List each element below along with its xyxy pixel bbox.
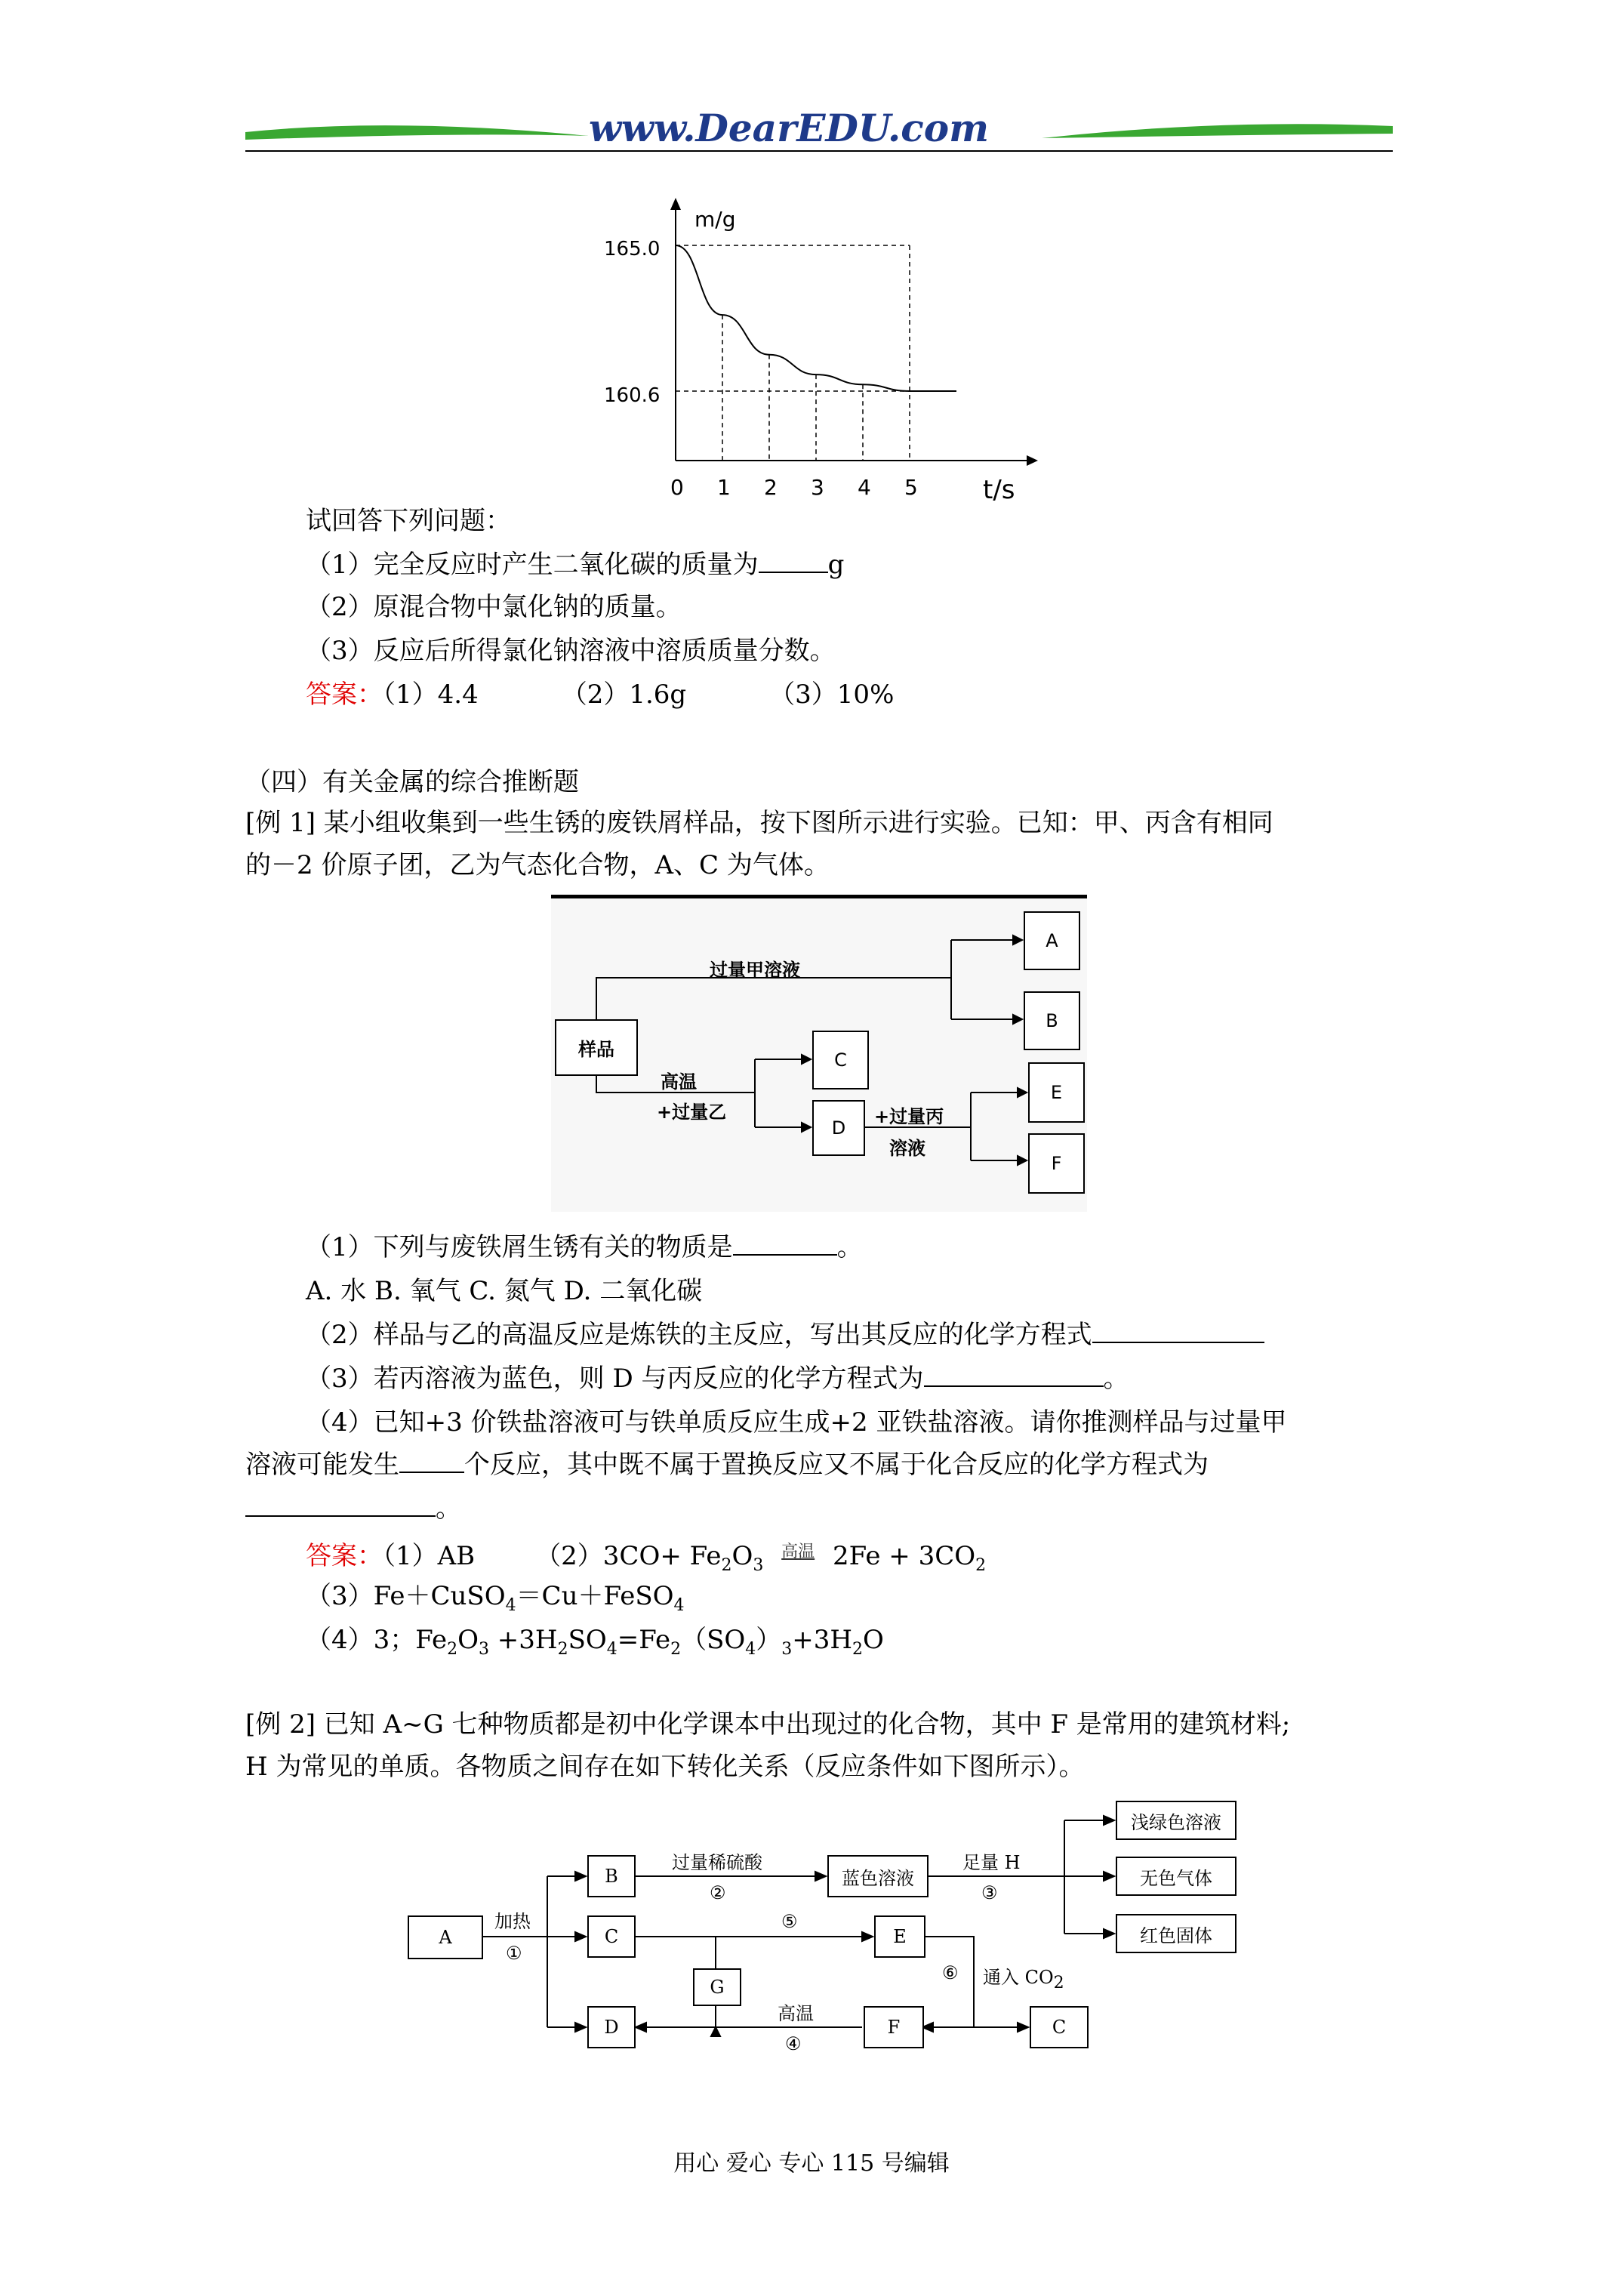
- mass-time-graph: [589, 189, 1042, 506]
- subscript: 2: [447, 1639, 458, 1659]
- ex1-q1-text: （1）下列与废铁屑生锈有关的物质是: [306, 1232, 733, 1262]
- subscript: 4: [745, 1639, 756, 1659]
- box-C: C: [812, 1031, 869, 1089]
- box-D: D: [812, 1100, 865, 1156]
- ex1-answer-3a: （3）Fe＋CuSO: [306, 1581, 506, 1611]
- answer-label: 答案：: [306, 680, 383, 710]
- label-step5: ⑤: [781, 1911, 798, 1932]
- mass-curve: [676, 245, 956, 391]
- ex1-q2-text: （2）样品与乙的高温反应是炼铁的主反应，写出其反应的化学方程式: [306, 1320, 1092, 1350]
- x-tick-label: 2: [764, 475, 778, 500]
- ex1-answer-line1: 答案：（1）AB $(2)3CO+ Fe_2O_3$ 高温 $2Fe + 3CO_2$: [306, 1536, 986, 1583]
- ex1-answer-4c: +3H: [489, 1625, 558, 1655]
- ex1-answer-4a: （4）3；Fe: [306, 1625, 448, 1655]
- ex1-q4-line3: [245, 1492, 461, 1525]
- box-E: E: [1028, 1062, 1085, 1123]
- box-G: G: [693, 1968, 741, 2006]
- ex1-answer-4b: O: [457, 1625, 479, 1655]
- right-leaf-decoration: [1042, 124, 1393, 138]
- ex1-options: A. 水 B. 氧气 C. 氮气 D. 二氧化碳: [306, 1276, 703, 1306]
- q1-item-1-text: （1）完全反应时产生二氧化碳的质量为: [306, 550, 759, 580]
- q1-unit: g: [827, 550, 845, 580]
- subscript: 4: [606, 1639, 617, 1659]
- ex1-answer-4h: +3H: [792, 1625, 853, 1655]
- example1-line2: 的－2 价原子团，乙为气态化合物，A、C 为气体。: [245, 850, 830, 880]
- label-co2: [983, 1962, 1064, 1992]
- label-reagent3b: 溶液: [889, 1138, 925, 1159]
- q1-item-2: （2）原混合物中氯化钠的质量。: [306, 592, 682, 622]
- x-tick-label: 3: [811, 475, 824, 500]
- subscript: 2: [975, 1555, 987, 1575]
- ex1-q4-end: 。: [436, 1493, 461, 1524]
- label-step1: ①: [506, 1943, 522, 1964]
- subscript: 2: [852, 1639, 864, 1659]
- label-enough-h: 足量 H: [962, 1852, 1021, 1873]
- subscript: 2: [557, 1639, 568, 1659]
- box-colorless-gas: 无色气体: [1116, 1857, 1236, 1896]
- box-green-solution: 浅绿色溶液: [1116, 1801, 1236, 1840]
- q1-item-1: [306, 548, 844, 581]
- label-high-temp: 高温: [661, 1071, 697, 1093]
- answer-label: 答案：: [306, 1541, 383, 1571]
- x-tick-label: 5: [904, 475, 918, 500]
- answer-blank: [245, 1493, 436, 1517]
- subscript: 3: [781, 1639, 793, 1659]
- box-E: E: [874, 1915, 925, 1958]
- box-red-solid: 红色固体: [1116, 1914, 1236, 1953]
- y-axis-arrow: [670, 198, 681, 210]
- subscript: 3: [479, 1639, 489, 1659]
- site-logo-text: www.DearEDU.com: [589, 106, 990, 150]
- box-C-second: C: [1030, 2006, 1089, 2048]
- answer-2: （2）1.6g: [561, 680, 687, 710]
- ex1-q4-text-b: 个反应，其中既不属于置换反应又不属于化合反应的化学方程式为: [464, 1450, 1209, 1480]
- box-A: A: [408, 1915, 483, 1959]
- subscript: 2: [721, 1555, 732, 1575]
- y-axis-label: m/g: [694, 207, 736, 232]
- ex1-q3-end: 。: [1103, 1364, 1129, 1394]
- box-F: F: [864, 2006, 924, 2048]
- label-step3: ③: [981, 1882, 998, 1903]
- ex1-answer-2-post: 2Fe + 3CO: [832, 1541, 976, 1571]
- condition-high-temp: 高温: [781, 1542, 815, 1561]
- ex1-q3: [306, 1362, 1129, 1395]
- subscript: 3: [753, 1555, 764, 1575]
- ex1-q4-text-a: 溶液可能发生: [245, 1450, 399, 1480]
- ex1-answer-4d: SO: [568, 1625, 607, 1655]
- ex1-answer-4e: =Fe: [617, 1625, 671, 1655]
- x-tick-label: 4: [858, 475, 871, 500]
- label-heat: 加热: [494, 1911, 531, 1932]
- x-tick-label: 1: [717, 475, 731, 500]
- box-B: B: [1024, 991, 1080, 1050]
- x-tick-label: 0: [670, 475, 684, 500]
- ex1-answer-line2: [306, 1579, 685, 1623]
- example1-line1: [例 1] 某小组收集到一些生锈的废铁屑样品，按下图所示进行实验。已知：甲、丙含有相同: [245, 808, 1273, 838]
- label-reagent1: 过量甲溶液: [710, 960, 800, 981]
- label-step6: ⑥: [942, 1962, 959, 1983]
- q1-item-3: （3）反应后所得氯化钠溶液中溶质质量分数。: [306, 636, 836, 666]
- answer-blank: [924, 1363, 1104, 1387]
- box-A: A: [1024, 911, 1080, 970]
- subscript: 4: [673, 1595, 685, 1615]
- ex1-answer-3b: ＝Cu＋FeSO: [516, 1581, 674, 1611]
- ex1-q2: [306, 1318, 1264, 1351]
- box-blue-solution: 蓝色溶液: [827, 1855, 929, 1897]
- box-D: D: [587, 2006, 636, 2048]
- answer-blank: [399, 1449, 464, 1473]
- diagram1: [551, 895, 1087, 1212]
- box-F: F: [1028, 1133, 1085, 1194]
- label-acid: 过量稀硫酸: [672, 1852, 762, 1873]
- box-C: C: [587, 1915, 636, 1958]
- ex1-answer-2-pre: （2）3CO+ Fe: [535, 1541, 722, 1571]
- ex1-answer-4i: O: [863, 1625, 884, 1655]
- ex1-answer-line3: [306, 1623, 884, 1666]
- ex1-q4-line1: （4）已知+3 价铁盐溶液可与铁单质反应生成+2 亚铁盐溶液。请你推测样品与过量甲: [306, 1407, 1287, 1438]
- y-tick-165: 165.0: [604, 238, 661, 260]
- answer-blank: [733, 1231, 837, 1256]
- left-leaf-decoration: [245, 125, 589, 140]
- y-tick-160: 160.6: [604, 384, 661, 407]
- answer-1: （1）4.4: [383, 680, 479, 710]
- subscript: 4: [505, 1595, 516, 1615]
- answer-blank: [1092, 1319, 1264, 1343]
- ex1-answer-4f: （SO: [681, 1625, 746, 1655]
- x-axis-arrow: [1027, 455, 1038, 466]
- example2-line2: H 为常见的单质。各物质之间存在如下转化关系（反应条件如下图所示）。: [245, 1752, 1085, 1782]
- diagram2: [400, 1801, 1276, 2065]
- box-B: B: [587, 1855, 636, 1897]
- ex1-q3-text: （3）若丙溶液为蓝色，则 D 与丙反应的化学方程式为: [306, 1364, 924, 1394]
- page-footer: 用心 爱心 专心 115 号编辑: [673, 2150, 950, 2177]
- label-step4: ④: [785, 2033, 802, 2054]
- q1-answer: [306, 678, 894, 711]
- ex1-q1-end: 。: [836, 1232, 863, 1262]
- example2-line1: [例 2] 已知 A~G 七种物质都是初中化学课本中出现过的化合物，其中 F 是常用的建筑材料;: [245, 1709, 1291, 1740]
- x-axis-label: t/s: [983, 475, 1015, 505]
- ex1-q4-line2: [245, 1448, 1209, 1481]
- section-title: （四）有关金属的综合推断题: [245, 767, 579, 797]
- subscript: 2: [1053, 1973, 1064, 1992]
- ex1-q1: [306, 1231, 863, 1264]
- ex1-answer-1: （1）AB: [383, 1541, 476, 1571]
- label-co2-text: 通入 CO: [983, 1967, 1054, 1988]
- answer-blank: [759, 549, 828, 573]
- label-step2: ②: [710, 1882, 726, 1903]
- ex1-answer-4g: ）: [756, 1625, 782, 1655]
- label-reagent3a: +过量丙: [874, 1106, 944, 1127]
- answer-3: （3）10%: [769, 680, 895, 710]
- sample-box: 样品: [555, 1019, 638, 1076]
- label-high-temp: 高温: [778, 2003, 814, 2024]
- q1-intro: 试回答下列问题：: [306, 506, 511, 536]
- subscript: 2: [670, 1639, 682, 1659]
- label-reagent2: +过量乙: [657, 1102, 727, 1123]
